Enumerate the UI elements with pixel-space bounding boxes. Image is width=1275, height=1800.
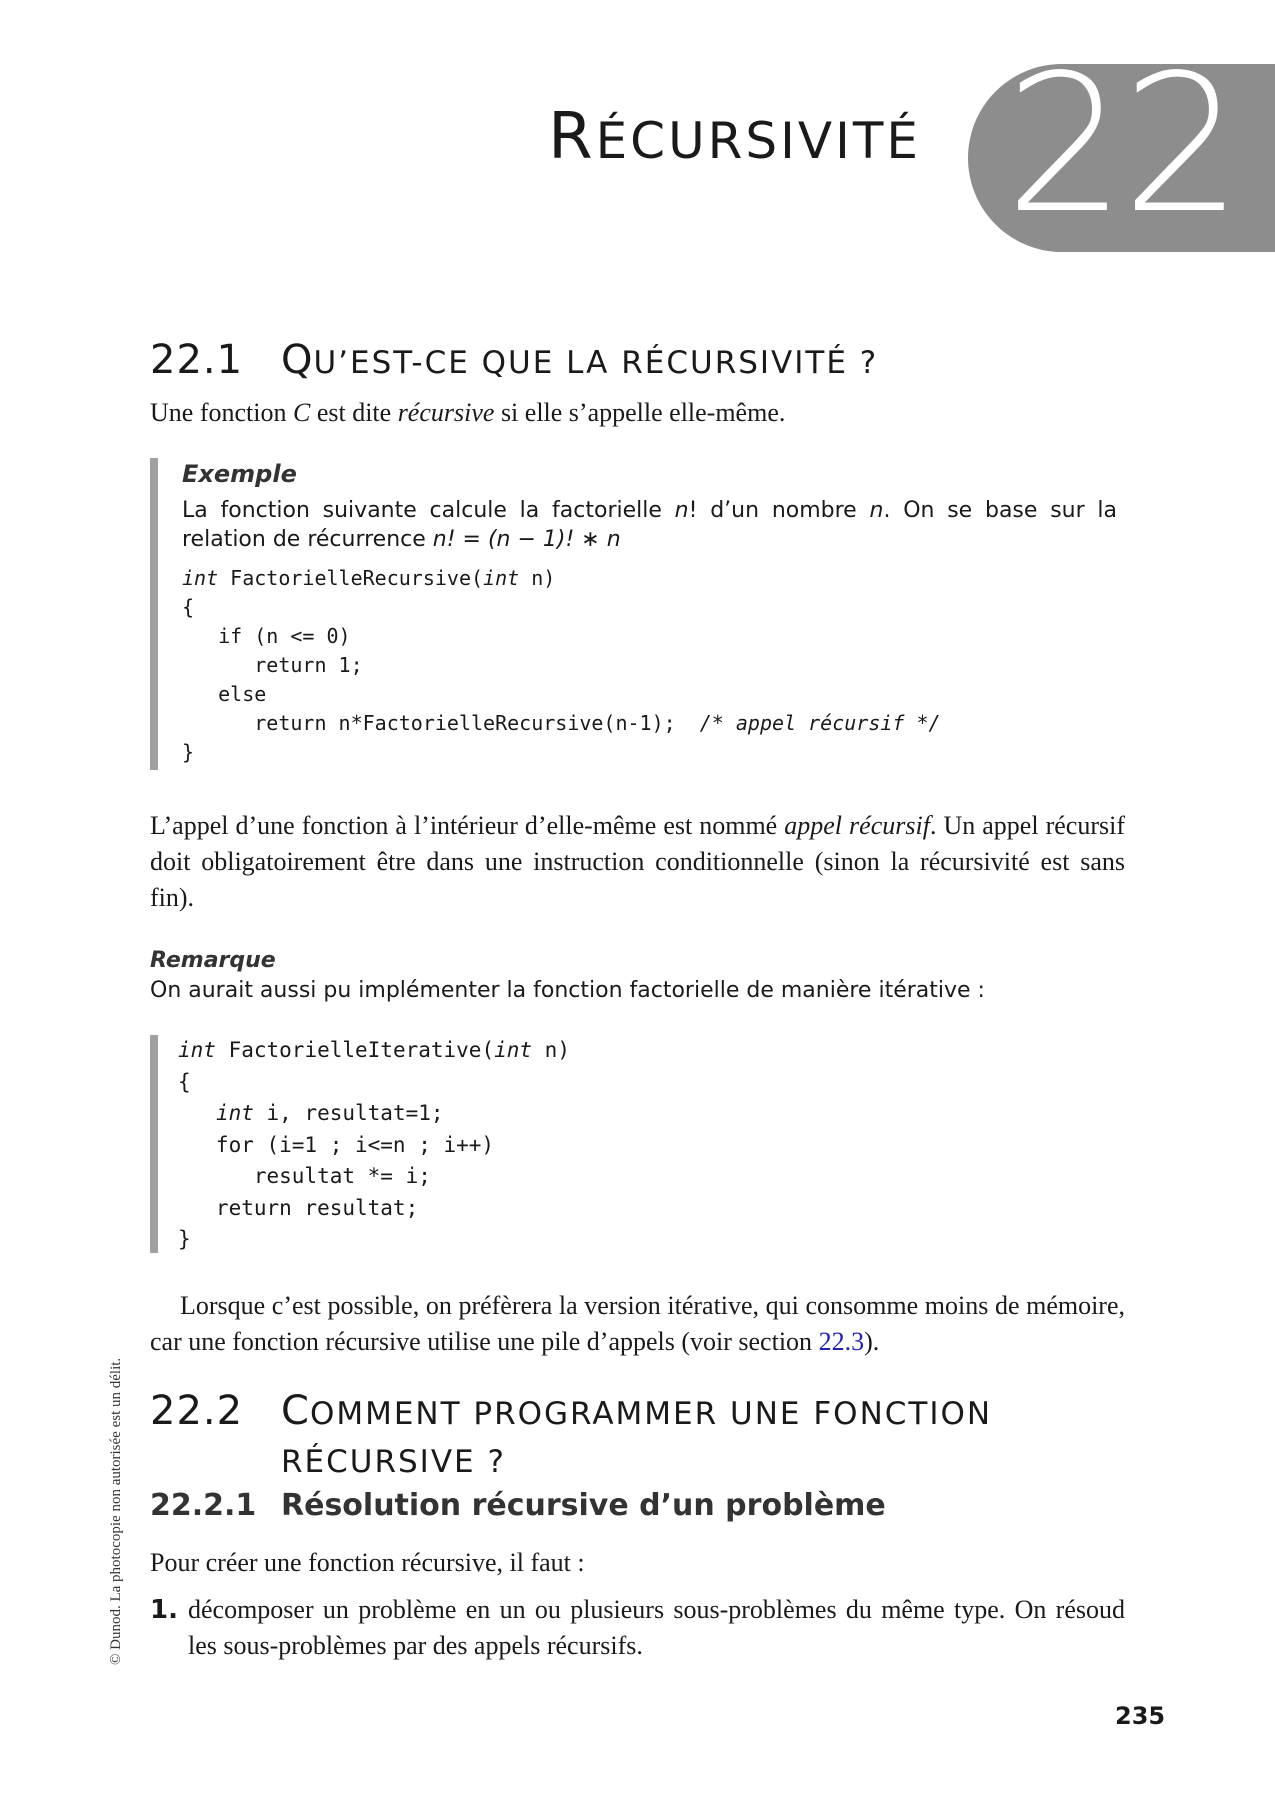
section-heading-22-2 [150, 1387, 992, 1486]
code-line: for (i=1 ; i<=n ; i++) [178, 1132, 495, 1157]
intro-text: Une fonction [150, 398, 293, 427]
example-text [182, 496, 1117, 554]
code-line: if (n <= 0) [182, 624, 351, 648]
example-text-part: . On se base sur la relation de récurrence [182, 498, 1117, 552]
paragraph-appel-recursif [150, 808, 1125, 916]
code-text: FactorielleRecursive( [218, 566, 484, 590]
code-line: { [182, 595, 195, 619]
list-item-text: décomposer un problème en un ou plusieurs sous-problèmes du même type. On résoud les sous-problèmes par des appels récursifs. [188, 1595, 1125, 1660]
section-link[interactable]: 22.3 [818, 1327, 865, 1356]
paragraph-emphasis: appel récursif [784, 811, 930, 840]
paragraph-iterative-preference [150, 1288, 1125, 1360]
paragraph-text: L’appel d’une fonction à l’intérieur d’elle-même est nommé [150, 811, 785, 840]
chapter-number: 22 [1005, 34, 1239, 255]
section-title-initial: C [281, 1388, 310, 1434]
code-text: FactorielleIterative( [215, 1038, 495, 1062]
section-title-line2: RÉCURSIVE ? [281, 1444, 506, 1480]
intro-emphasis: récursive [397, 398, 495, 427]
example-box [150, 458, 1117, 770]
intro-c: C [292, 398, 311, 427]
iterative-code-block [178, 1035, 570, 1256]
subsection-number: 22.2.1 [150, 1488, 257, 1523]
code-comment: /* appel récursif */ [699, 711, 941, 735]
code-keyword: int [215, 1101, 254, 1125]
iterative-code-box [150, 1035, 570, 1253]
section-heading-22-1 [150, 337, 878, 383]
code-keyword: int [182, 566, 219, 590]
code-keyword: int [494, 1038, 533, 1062]
subsection-title: Résolution récursive d’un problème [281, 1488, 886, 1523]
section-number: 22.1 [150, 337, 244, 383]
recursive-code-block [182, 564, 1117, 767]
code-text: n) [519, 566, 556, 590]
code-indent [178, 1101, 216, 1125]
code-line: return 1; [182, 653, 363, 677]
chapter-title [548, 100, 921, 174]
copyright-note: © Dunod. La photocopie non autorisée est un délit. [108, 1357, 124, 1665]
remark-text: On aurait aussi pu implémenter la fonction factorielle de manière itérative : [150, 978, 985, 1003]
intro-text-mid: est dite [310, 398, 398, 427]
chapter-title-initial: R [548, 100, 596, 174]
code-line: return resultat; [178, 1195, 419, 1220]
paragraph-text: ). [864, 1327, 880, 1356]
code-line: else [182, 682, 267, 706]
section-number: 22.2 [150, 1388, 244, 1434]
code-line: { [178, 1069, 191, 1094]
section-title-rest: OMMENT PROGRAMMER UNE FONCTION [309, 1396, 993, 1432]
section-title-rest: U’EST-CE QUE LA RÉCURSIVITÉ ? [313, 345, 879, 381]
code-line: return n*FactorielleRecursive(n-1); [182, 711, 700, 735]
example-var: n [674, 498, 689, 523]
example-var: n [869, 498, 884, 523]
example-text-part: ! d’un nombre [688, 498, 870, 523]
chapter-title-rest: ÉCURSIVITÉ [595, 112, 921, 170]
code-line: } [178, 1227, 191, 1251]
list-item [150, 1592, 1125, 1664]
intro-paragraph [150, 395, 1125, 431]
example-formula: n! = (n − 1)! ∗ n [432, 527, 621, 552]
example-title: Exemple [182, 460, 297, 488]
code-keyword: int [178, 1038, 216, 1062]
page-number: 235 [1115, 1702, 1166, 1730]
section-title-initial: Q [281, 337, 314, 383]
code-line: } [182, 740, 195, 764]
list-marker: 1. [150, 1595, 178, 1625]
remark-title: Remarque [150, 948, 276, 973]
intro-text-end: si elle s’appelle elle-même. [494, 398, 786, 427]
paragraph-steps-intro: Pour créer une fonction récursive, il faut : [150, 1548, 585, 1577]
paragraph-text: Lorsque c’est possible, on préfèrera la version itérative, qui consomme moins de mémoire, car une fonction récursive utilise une pile d’appels (voir section [150, 1291, 1125, 1356]
code-text: i, resultat=1; [253, 1101, 444, 1125]
code-line: resultat *= i; [178, 1164, 431, 1188]
code-keyword: int [483, 566, 520, 590]
example-text-part: La fonction suivante calcule la factorielle [182, 498, 675, 523]
subsection-heading-22-2-1 [150, 1488, 886, 1523]
code-text: n) [532, 1038, 570, 1062]
paragraph-text: . Un appel récursif doit obligatoirement être dans une instruction conditionnelle (sinon la récursivité est sans fin). [150, 811, 1125, 912]
